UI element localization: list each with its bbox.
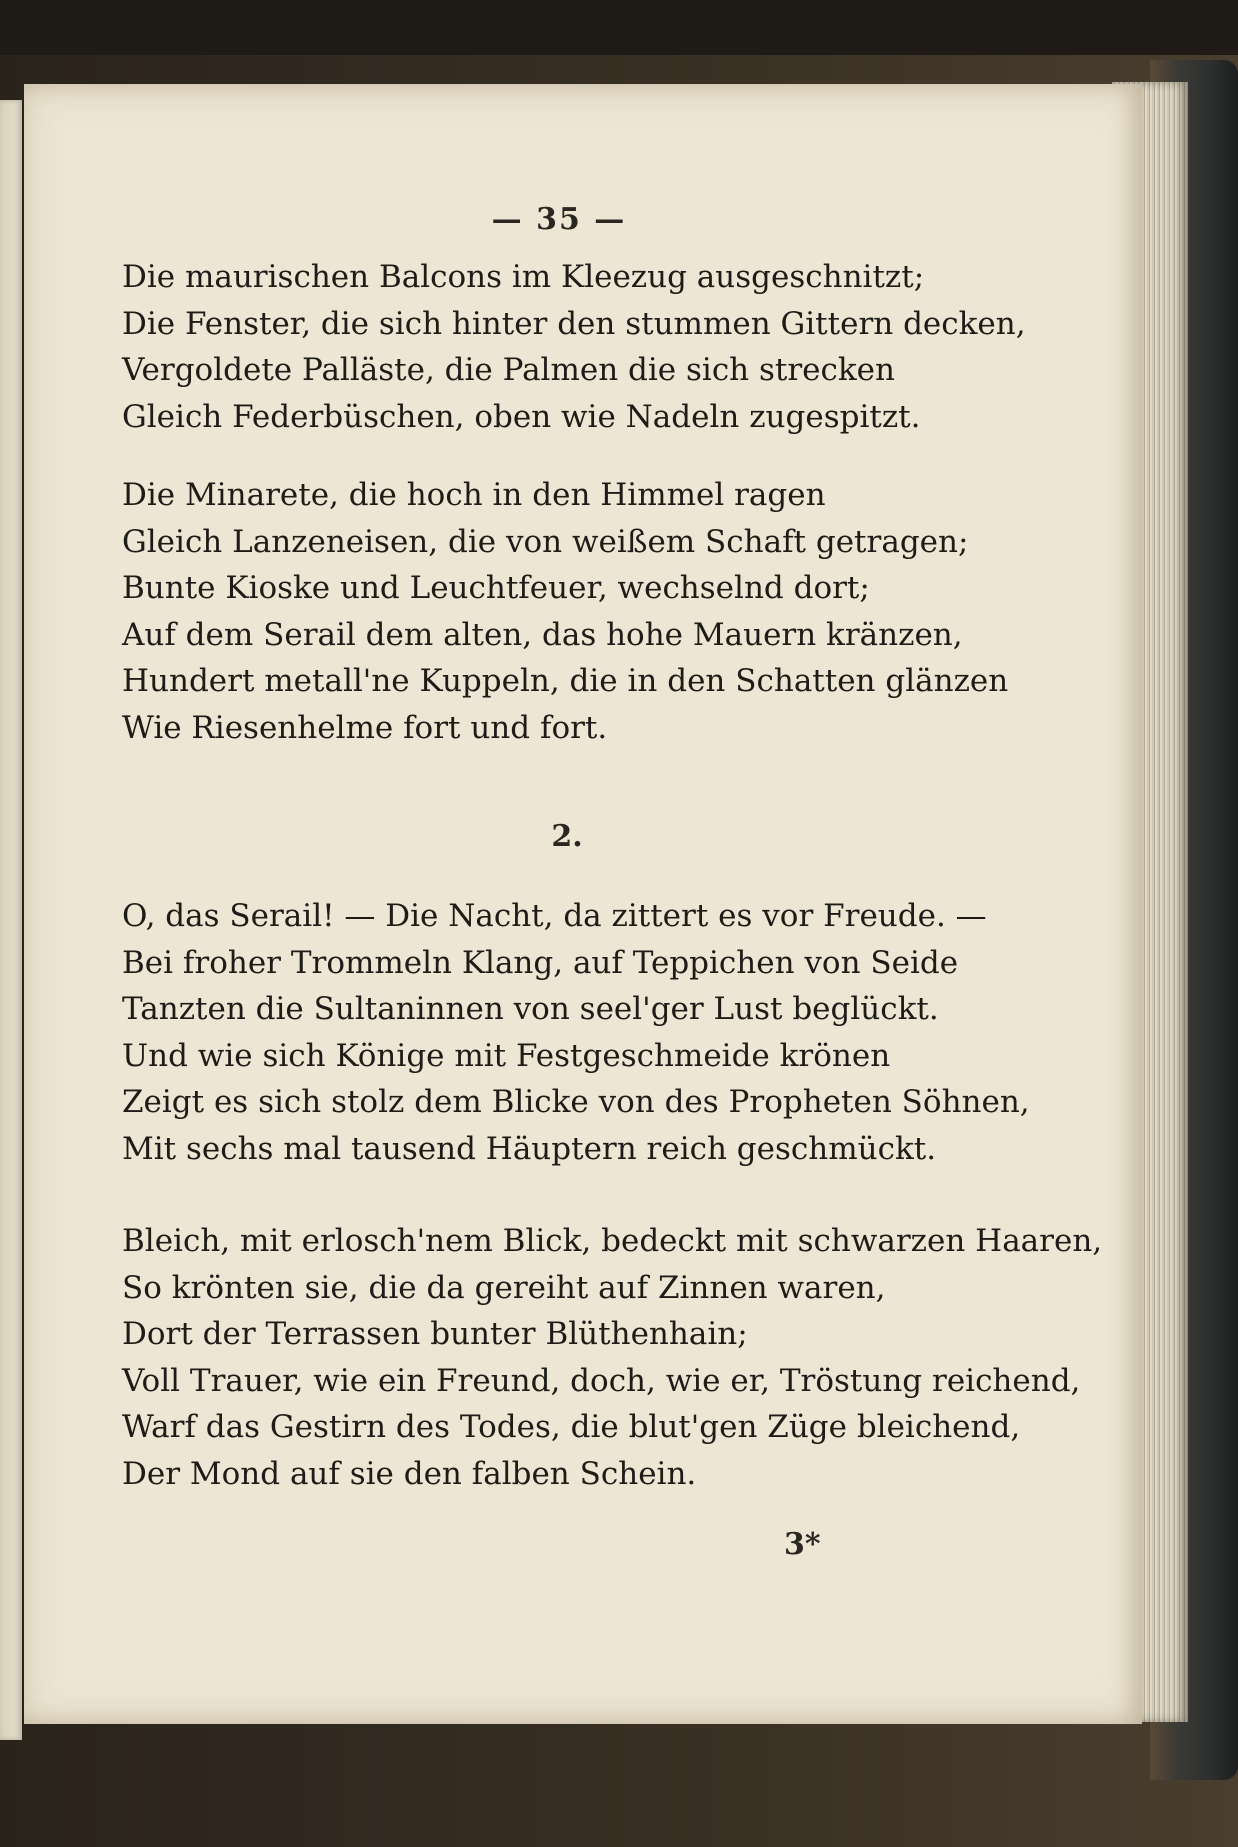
section-number: 2.	[551, 819, 583, 854]
poem-line: Voll Trauer, wie ein Freund, doch, wie er, Tröstung reichend,	[122, 1362, 1081, 1399]
stanza-2	[122, 472, 1009, 751]
poem-line: Hundert metall'ne Kuppeln, die in den Schatten glänzen	[122, 663, 1009, 699]
poem-line: Bleich, mit erlosch'nem Blick, bedeckt mit schwarzen Haaren,	[122, 1223, 1103, 1259]
poem-line: Gleich Federbüschen, oben wie Nadeln zugespitzt.	[122, 398, 921, 435]
poem-line: Die maurischen Balcons im Kleezug ausgeschnitzt;	[122, 259, 925, 295]
stanza-1	[122, 254, 1026, 440]
poem-line: So krönten sie, die da gereiht auf Zinnen waren,	[122, 1269, 886, 1306]
poem-line: Die Minarete, die hoch in den Himmel ragen	[122, 477, 826, 513]
poem-line: Der Mond auf sie den falben Schein.	[122, 1455, 697, 1492]
stanza-4	[122, 1218, 1103, 1497]
poem-line: Dort der Terrassen bunter Blüthenhain;	[122, 1316, 748, 1352]
poem-line: Mit sechs mal tausend Häuptern reich geschmückt.	[122, 1130, 937, 1167]
book-page	[24, 84, 1142, 1724]
poem-line: Gleich Lanzeneisen, die von weißem Schaft getragen;	[122, 523, 969, 560]
stanza-3	[122, 893, 1030, 1172]
poem-line: Vergoldete Palläste, die Palmen die sich strecken	[122, 352, 895, 388]
poem-line: Und wie sich Könige mit Festgeschmeide krönen	[122, 1037, 891, 1074]
poem-line: Tanzten die Sultaninnen von seel'ger Lust beglückt.	[122, 991, 939, 1027]
poem-line: O, das Serail! — Die Nacht, da zittert es vor Freude. —	[122, 898, 987, 934]
poem-line: Wie Riesenhelme fort und fort.	[122, 709, 608, 746]
poem-line: Auf dem Serail dem alten, das hohe Mauern kränzen,	[122, 616, 963, 653]
signature-mark: 3*	[784, 1527, 821, 1562]
poem-line: Die Fenster, die sich hinter den stummen Gittern decken,	[122, 305, 1026, 342]
poem-line: Bei froher Trommeln Klang, auf Teppichen von Seide	[122, 944, 959, 981]
page-number: — 35 —	[491, 202, 627, 237]
poem-text	[122, 254, 1103, 1531]
poem-line: Bunte Kioske und Leuchtfeuer, wechselnd dort;	[122, 570, 870, 606]
poem-line: Zeigt es sich stolz dem Blicke von des Propheten Söhnen,	[122, 1084, 1030, 1120]
left-page-edge	[0, 100, 22, 1740]
poem-line: Warf das Gestirn des Todes, die blut'gen Züge bleichend,	[122, 1409, 1021, 1445]
